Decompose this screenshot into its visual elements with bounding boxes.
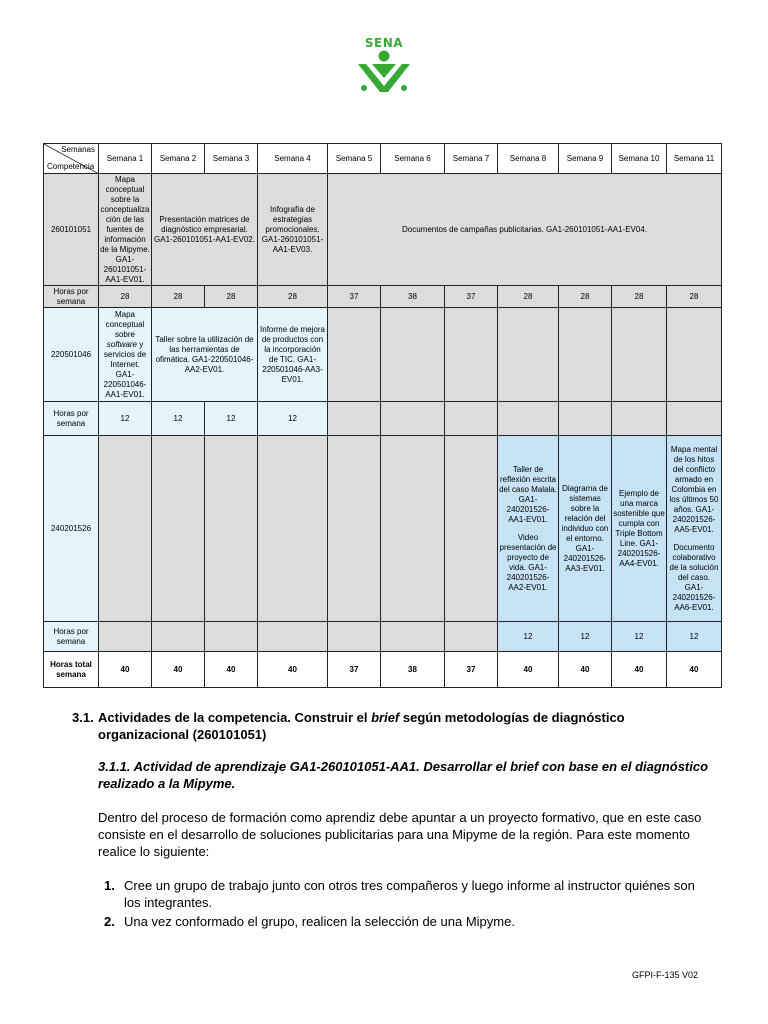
activity-cell: Infografía de estrategias promocionales. GA1-260101051-AA1-EV03. (258, 174, 328, 286)
total-cell: 37 (328, 652, 381, 688)
hours-label: Horas por semana (44, 402, 99, 436)
total-cell: 40 (205, 652, 258, 688)
hours-cell: 12 (99, 402, 152, 436)
activity-text: Mapa conceptual sobre (105, 309, 145, 339)
week-header: Semana 11 (667, 144, 722, 174)
activity-cell: Ejemplo de una marca sostenible que cumpla con Triple Bottom Line. GA1-240201526-AA4-EV01. (612, 436, 667, 622)
subsection-heading: 3.1.1. Actividad de aprendizaje GA1-260101051-AA1. Desarrollar el brief con base en el diagnóstico realizado a la Mipyme. (98, 759, 709, 791)
hours-cell: 12 (152, 402, 205, 436)
section-title: según metodologías de diagnóstico organizacional (260101051) (98, 710, 625, 742)
list-text: Cree un grupo de trabajo junto con otros tres compañeros y luego informe al instructor quiénes son los integrantes. (124, 878, 695, 910)
total-cell: 40 (498, 652, 559, 688)
activity-text: Video presentación de proyecto de vida. GA1-240201526-AA2-EV01. (499, 532, 557, 592)
hours-cell: 28 (152, 286, 205, 308)
competency-code: 260101051 (44, 174, 99, 286)
corner-bottom-label: Competencia (47, 162, 95, 171)
hours-cell: 12 (559, 622, 612, 652)
activity-text: Mapa mental de los hitos del conflicto armado en Colombia en los últimos 50 años. GA1-240201526-AA5-EV01. (669, 444, 719, 534)
total-cell: 40 (152, 652, 205, 688)
hours-cell: 28 (559, 286, 612, 308)
hours-cell: 12 (258, 402, 328, 436)
total-cell: 40 (258, 652, 328, 688)
activity-cell: Presentación matrices de diagnóstico empresarial. GA1-260101051-AA1-EV02. (152, 174, 258, 286)
total-label: Horas total semana (44, 652, 99, 688)
total-cell: 40 (667, 652, 722, 688)
schedule-table (43, 143, 722, 688)
sena-logo-icon (354, 48, 414, 96)
hours-cell: 28 (99, 286, 152, 308)
hours-cell: 28 (258, 286, 328, 308)
week-header: Semana 4 (258, 144, 328, 174)
section-heading (72, 709, 716, 743)
week-header: Semana 8 (498, 144, 559, 174)
total-cell: 40 (99, 652, 152, 688)
list-text: Una vez conformado el grupo, realicen la selección de una Mipyme. (124, 914, 515, 929)
activity-cell: Documentos de campañas publicitarias. GA1-260101051-AA1-EV04. (328, 174, 722, 286)
total-cell: 38 (381, 652, 445, 688)
hours-label: Horas por semana (44, 286, 99, 308)
hours-cell: 12 (498, 622, 559, 652)
hours-cell: 12 (667, 622, 722, 652)
activity-cell (99, 308, 152, 402)
activity-text: Taller de reflexión escrita del caso Malala. GA1-240201526-AA1-EV01. (499, 464, 557, 524)
total-cell: 40 (612, 652, 667, 688)
table-corner (44, 144, 99, 174)
hours-cell: 37 (445, 286, 498, 308)
hours-cell: 28 (612, 286, 667, 308)
activity-cell: Diagrama de sistemas sobre la relación del individuo con el entorno. GA1-240201526-AA3-EV01. (559, 436, 612, 622)
hours-cell: 12 (205, 402, 258, 436)
hours-cell: 37 (328, 286, 381, 308)
activity-cell: Mapa conceptual sobre la conceptualiza ción de las fuentes de información de la Mipyme. GA1-260101051-AA1-EV01. (100, 174, 150, 284)
hours-cell: 28 (498, 286, 559, 308)
hours-cell: 28 (667, 286, 722, 308)
competency-code: 240201526 (44, 436, 99, 622)
week-header: Semana 9 (559, 144, 612, 174)
activity-text: y servicios de Internet. GA1-220501046-AA1-EV01. (103, 339, 147, 399)
competency-code: 220501046 (44, 308, 99, 402)
hours-label: Horas por semana (44, 622, 99, 652)
total-cell: 37 (445, 652, 498, 688)
logo-text: SENA (364, 36, 404, 50)
week-header: Semana 2 (152, 144, 205, 174)
body-paragraph: Dentro del proceso de formación como aprendiz debe apuntar a un proyecto formativo, que en este caso consiste en el desarrollo de soluciones publicitarias para una Mipyme de la región. Para este momento realice lo siguiente: (98, 810, 702, 859)
section-title-emphasis: brief (371, 710, 400, 725)
total-cell: 40 (559, 652, 612, 688)
list-number: 2. (104, 914, 115, 929)
activity-text: Documento colaborativo de la solución del caso. GA1-240201526-AA6-EV01. (669, 542, 719, 612)
list-item (98, 877, 712, 911)
section-number: 3.1. (72, 710, 94, 725)
activity-cell (498, 436, 559, 622)
activity-cell: Informe de mejora de productos con la incorporación de TIC. GA1-220501046-AA3-EV01. (258, 308, 328, 402)
document-code: GFPI-F-135 V02 (632, 970, 699, 980)
hours-cell: 28 (205, 286, 258, 308)
week-header: Semana 5 (328, 144, 381, 174)
section-title: Actividades de la competencia. Construir el (98, 710, 372, 725)
hours-cell: 38 (381, 286, 445, 308)
list-number: 1. (104, 878, 115, 893)
list-item (98, 913, 712, 930)
corner-top-label: Semanas (61, 145, 95, 154)
sena-logo (352, 36, 416, 96)
activity-cell: Taller sobre la utilización de las herramientas de ofimática. GA1-220501046-AA2-EV01. (152, 308, 258, 402)
week-header: Semana 6 (381, 144, 445, 174)
hours-cell: 12 (612, 622, 667, 652)
activity-emphasis: software (106, 339, 137, 349)
week-header: Semana 10 (612, 144, 667, 174)
week-header: Semana 7 (445, 144, 498, 174)
instructions-list (98, 877, 712, 932)
week-header: Semana 3 (205, 144, 258, 174)
week-header: Semana 1 (99, 144, 152, 174)
activity-cell (667, 436, 722, 622)
